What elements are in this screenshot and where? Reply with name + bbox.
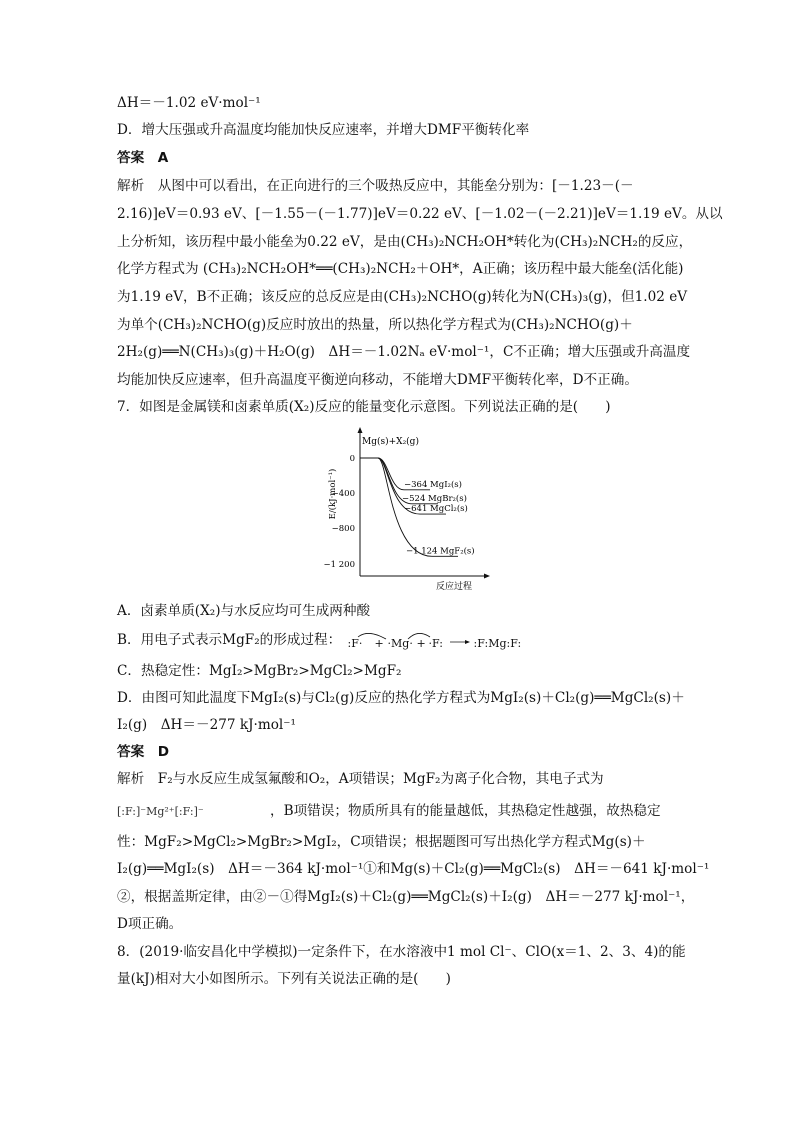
y-tick-400: −400 xyxy=(331,489,355,499)
analysis-6-line5: 为1.19 eV，B不正确；该反应的总反应是由(CH₃)₂NCHO(g)转化为N(CH₃)₃(g)，但1.02 eV xyxy=(117,289,688,305)
plus-2: + xyxy=(416,636,426,650)
y-tick-0: 0 xyxy=(349,454,355,464)
answer-6: 答案 A xyxy=(117,150,169,166)
curve-label-1: −524 MgBr₂(s) xyxy=(402,493,467,504)
product-formula: :F:Mg:F: xyxy=(473,636,522,650)
option-d-line1: D．由图可知此温度下MgI₂(s)与Cl₂(g)反应的热化学方程式为MgI₂(s)＋Cl₂(g)══MgCl₂(s)＋ xyxy=(117,690,685,706)
curve-label-0: −364 MgI₂(s) xyxy=(404,479,462,490)
question-7: 7．如图是金属镁和卤素单质(X₂)反应的能量变化示意图。下列说法正确的是( ) xyxy=(117,399,611,415)
analysis-6-line7: 2H₂(g)══N(CH₃)₃(g)＋H₂O(g) ΔH＝－1.02Nₐ eV·mol⁻¹，C不正确；增大压强或升高温度 xyxy=(117,344,691,360)
analysis-7-line2 xyxy=(117,801,661,822)
question-8-line2: 量(kJ)相对大小如图所示。下列有关说法正确的是( ) xyxy=(117,971,451,987)
y-axis-label: E/(kJ·mol⁻¹) xyxy=(328,468,338,520)
analysis-7-line6: D项正确。 xyxy=(117,916,183,932)
analysis-7-line1: 解析 F₂与水反应生成氢氟酸和O₂，A项错误；MgF₂为离子化合物，其电子式为 xyxy=(117,771,604,787)
answer-7: 答案 D xyxy=(117,744,170,760)
analysis-6-line6: 为单个(CH₃)₂NCHO(g)反应时放出的热量，所以热化学方程式为(CH₃)₂NCHO(g)＋ xyxy=(117,317,633,333)
analysis-6-line3: 上分析知，该历程中最小能垒为0.22 eV，是由(CH₃)₂NCH₂OH*转化为(CH₃)₂NCH₂的反应， xyxy=(117,234,693,250)
option-b xyxy=(117,630,546,651)
option-d-prev: D．增大压强或升高温度均能加快反应速率，并增大DMF平衡转化率 xyxy=(117,122,530,138)
y-tick-800: −800 xyxy=(331,524,355,534)
question-8-line1: 8．(2019·临安昌化中学模拟)一定条件下，在水溶液中1 mol Cl⁻、ClO(x＝1、2、3、4)的能 xyxy=(117,944,686,960)
analysis-6-line4: 化学方程式为 (CH₃)₂NCH₂OH*══(CH₃)₂NCH₂＋OH*，A正确；该历程中最大能垒(活化能) xyxy=(117,261,684,277)
analysis-6-line8: 均能加快反应速率，但升高温度平衡逆向移动，不能增大DMF平衡转化率，D不正确。 xyxy=(117,372,638,388)
option-c: C．热稳定性：MgI₂>MgBr₂>MgCl₂>MgF₂ xyxy=(117,663,402,679)
fluorine-atom-left: :F· xyxy=(347,636,363,650)
mgf2-electron-formula: [:F:]⁻Mg²⁺[:F:]⁻ xyxy=(117,805,204,818)
analysis-6-line2: 2.16)]eV＝0.93 eV、[－1.55－(－1.77)]eV＝0.22 eV、[－1.02－(－2.21)]eV＝1.19 eV。从以 xyxy=(117,206,723,222)
start-label: Mg(s)+X₂(g) xyxy=(362,437,419,447)
analysis-7-line3: 性：MgF₂>MgCl₂>MgBr₂>MgI₂，C项错误；根据题图可写出热化学方程式Mg(s)＋ xyxy=(117,834,646,850)
option-d-line2: I₂(g) ΔH＝－277 kJ·mol⁻¹ xyxy=(117,717,296,733)
analysis-7-line4: I₂(g)══MgI₂(s) ΔH＝－364 kJ·mol⁻¹①和Mg(s)＋Cl₂(g)══MgCl₂(s) ΔH＝－641 kJ·mol⁻¹ xyxy=(117,861,710,877)
curve-label-2: −641 MgCl₂(s) xyxy=(404,504,468,515)
fluorine-atom-right: ·F: xyxy=(428,636,444,650)
plus-1: + xyxy=(374,636,384,650)
mg-atom: ·Mg· xyxy=(387,636,413,650)
option-b-text: B．用电子式表示MgF₂的形成过程： xyxy=(117,632,342,648)
analysis-7-line2-text: ，B项错误；物质所具有的能量越低，其热稳定性越强，故热稳定 xyxy=(270,803,661,819)
curve-label-3: −1 124 MgF₂(s) xyxy=(406,546,475,557)
electron-formula xyxy=(346,631,546,651)
energy-diagram xyxy=(322,424,492,594)
option-a: A．卤素单质(X₂)与水反应均可生成两种酸 xyxy=(117,603,371,619)
x-axis-label: 反应过程 xyxy=(435,582,473,592)
analysis-7-line5: ②，根据盖斯定律，由②－①得MgI₂(s)＋Cl₂(g)══MgCl₂(s)＋I₂(g) ΔH＝－277 kJ·mol⁻¹， xyxy=(117,889,695,905)
line-delta-h: ΔH＝－1.02 eV·mol⁻¹ xyxy=(117,95,261,111)
analysis-6-line1: 解析 从图中可以看出，在正向进行的三个吸热反应中，其能垒分别为：[－1.23－(－ xyxy=(117,178,634,194)
y-tick-1200: −1 200 xyxy=(323,560,355,570)
